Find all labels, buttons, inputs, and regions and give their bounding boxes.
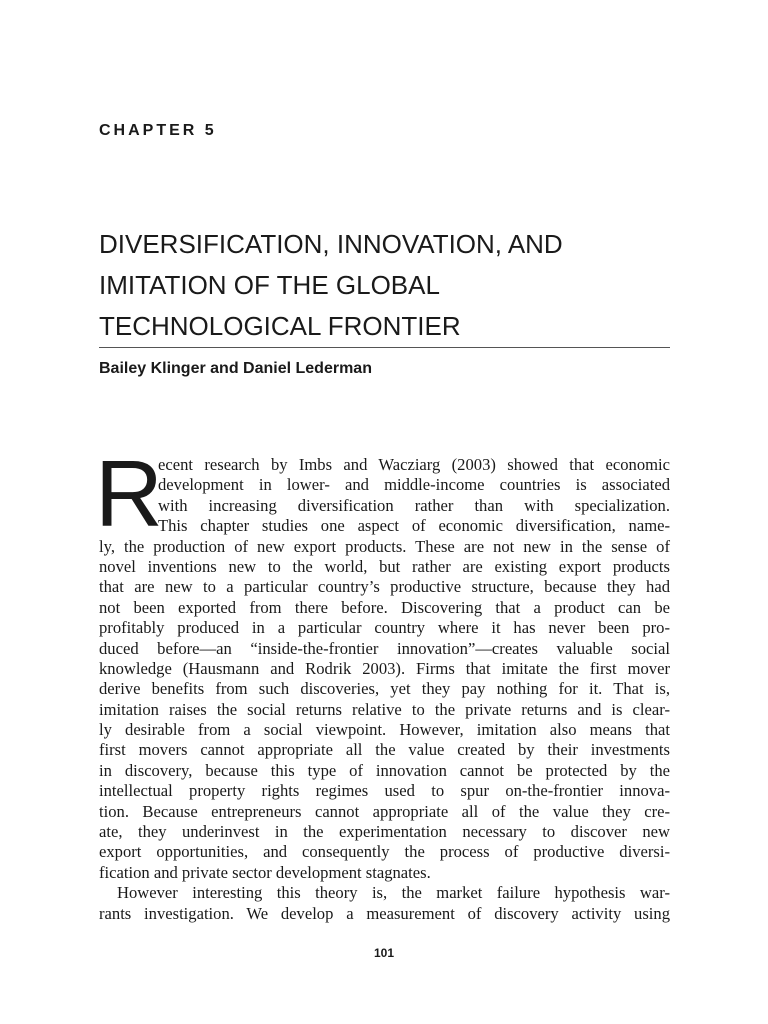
body-line: However interesting this theory is, the market failure hypothesis war-	[117, 883, 670, 903]
body-line: ly desirable from a social viewpoint. However, imitation also means that	[99, 720, 670, 740]
page-number: 101	[373, 946, 395, 960]
body-line: tion. Because entrepreneurs cannot appropriate all of the value they cre-	[99, 801, 670, 821]
body-line: profitably produced in a particular country where it has never been pro-	[99, 618, 670, 638]
body-text	[95, 441, 670, 924]
body-line: fication and private sector development stagnates.	[99, 862, 431, 882]
body-line: export opportunities, and consequently the process of productive diversi-	[99, 842, 670, 862]
body-line: ly, the production of new export products. These are not new in the sense of	[99, 536, 670, 556]
authors: Bailey Klinger and Daniel Lederman	[99, 360, 372, 377]
title-line: TECHNOLOGICAL FRONTIER	[99, 311, 461, 341]
body-line: novel inventions new to the world, but rather are existing export products	[99, 556, 670, 576]
chapter-title	[99, 224, 689, 347]
body-line: knowledge (Hausmann and Rodrik 2003). Firms that imitate the first mover	[99, 658, 670, 678]
drop-cap: R	[95, 441, 163, 546]
body-line: This chapter studies one aspect of economic diversification, name-	[158, 516, 670, 536]
title-line: IMITATION OF THE GLOBAL	[99, 270, 440, 300]
body-line: with increasing diversification rather than with specialization.	[158, 495, 670, 515]
body-line: not been exported from there before. Discovering that a product can be	[99, 597, 670, 617]
body-line: development in lower- and middle-income countries is associated	[158, 475, 670, 495]
body-line: ate, they underinvest in the experimentation necessary to discover new	[99, 822, 670, 842]
body-line: in discovery, because this type of innovation cannot be protected by the	[99, 760, 670, 780]
body-line: derive benefits from such discoveries, yet they pay nothing for it. That is,	[99, 679, 670, 699]
title-line: DIVERSIFICATION, INNOVATION, AND	[99, 229, 563, 259]
title-rule	[99, 347, 670, 348]
body-line: intellectual property rights regimes used to spur on-the-frontier innova-	[99, 781, 670, 801]
body-line: ecent research by Imbs and Wacziarg (2003) showed that economic	[158, 455, 670, 474]
body-line: rants investigation. We develop a measurement of discovery activity using	[99, 903, 670, 923]
body-line: imitation raises the social returns relative to the private returns and is clear-	[99, 699, 670, 719]
body-line: that are new to a particular country’s productive structure, because they had	[99, 577, 670, 597]
body-line: duced before—an “inside-the-frontier innovation”—creates valuable social	[99, 638, 670, 658]
chapter-label: CHAPTER 5	[99, 122, 217, 139]
body-line: first movers cannot appropriate all the value created by their investments	[99, 740, 670, 760]
